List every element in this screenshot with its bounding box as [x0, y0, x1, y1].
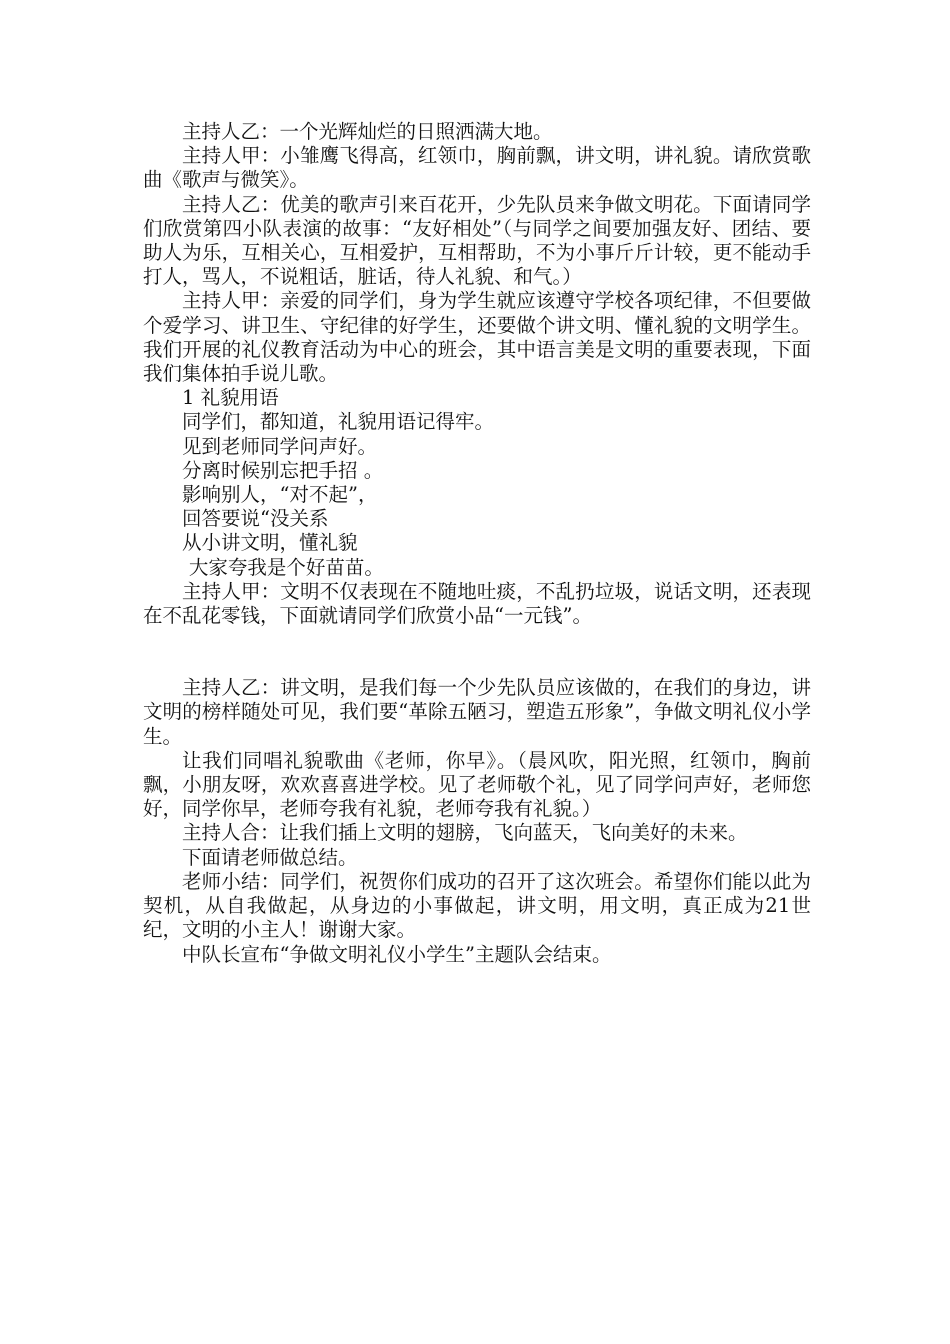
- paragraph-host-a-song: 主持人甲：小雏鹰飞得高，红领巾，胸前飘，讲文明，讲礼貌。请欣赏歌曲《歌声与微笑》。: [143, 144, 811, 192]
- poem-line: 从小讲文明，懂礼貌: [182, 531, 358, 555]
- paragraph-host-b-civility: 主持人乙：讲文明，是我们每一个少先队员应该做的，在我们的身边，讲文明的榜样随处可见，我们要“革除五陋习，塑造五形象”，争做文明礼仪小学生。: [143, 676, 811, 748]
- paragraph-hosts-together: 主持人合：让我们插上文明的翅膀，飞向蓝天，飞向美好的未来。: [182, 821, 748, 845]
- poem-line: 分离时候别忘把手招 。: [182, 458, 384, 482]
- poem-line: 见到老师同学问声好。: [182, 434, 378, 458]
- poem-line: 影响别人，“对不起”，: [182, 483, 378, 507]
- paragraph-song-lyrics: 让我们同唱礼貌歌曲《老师，你早》。（晨风吹，阳光照，红领巾，胸前飘，小朋友呀，欢欢喜喜进学校。见了老师敬个礼，见了同学问声好，老师您好，同学你早，老师夸我有礼貌，老师夸我有礼貌。）: [143, 748, 811, 821]
- paragraph-closing: 中队长宣布“争做文明礼仪小学生”主题队会结束。: [182, 942, 612, 966]
- paragraph-teacher-intro: 下面请老师做总结。: [182, 845, 358, 869]
- paragraph-host-b-intro: 主持人乙：一个光辉灿烂的日照洒满大地。: [182, 120, 553, 143]
- paragraph-host-b-story: 主持人乙：优美的歌声引来百花开，少先队员来争做文明花。下面请同学们欣赏第四小队表演的故事：“友好相处”（与同学之间要加强友好、团结、要助人为乐，互相关心，互相爱护，互相帮助，不为小事斤斤计较，更不能动手打人，骂人，不说粗话，脏话，待人礼貌、和气。）: [143, 192, 811, 289]
- poem-line: 大家夸我是个好苗苗。: [188, 555, 384, 579]
- poem-line: 同学们，都知道，礼貌用语记得牢。: [182, 410, 495, 434]
- poem-line: 回答要说“没关系: [182, 507, 329, 531]
- section-gap: [143, 628, 811, 676]
- paragraph-host-a-discipline: 主持人甲：亲爱的同学们，身为学生就应该遵守学校各项纪律，不但要做个爱学习、讲卫生、守纪律的好学生，还要做个讲文明、懂礼貌的文明学生。我们开展的礼仪教育活动为中心的班会，其中语言美是文明的重要表现，下面我们集体拍手说儿歌。: [143, 289, 811, 386]
- paragraph-host-a-skit: 主持人甲：文明不仅表现在不随地吐痰，不乱扔垃圾，说话文明，还表现在不乱花零钱，下面就请同学们欣赏小品“一元钱”。: [143, 579, 811, 628]
- document-page: [143, 120, 811, 967]
- paragraph-teacher-summary: 老师小结：同学们，祝贺你们成功的召开了这次班会。希望你们能以此为契机，从自我做起，从身边的小事做起，讲文明，用文明，真正成为21世纪，文明的小主人！谢谢大家。: [143, 869, 811, 942]
- poem-title: 1 礼貌用语: [182, 386, 279, 410]
- poem: [143, 386, 811, 580]
